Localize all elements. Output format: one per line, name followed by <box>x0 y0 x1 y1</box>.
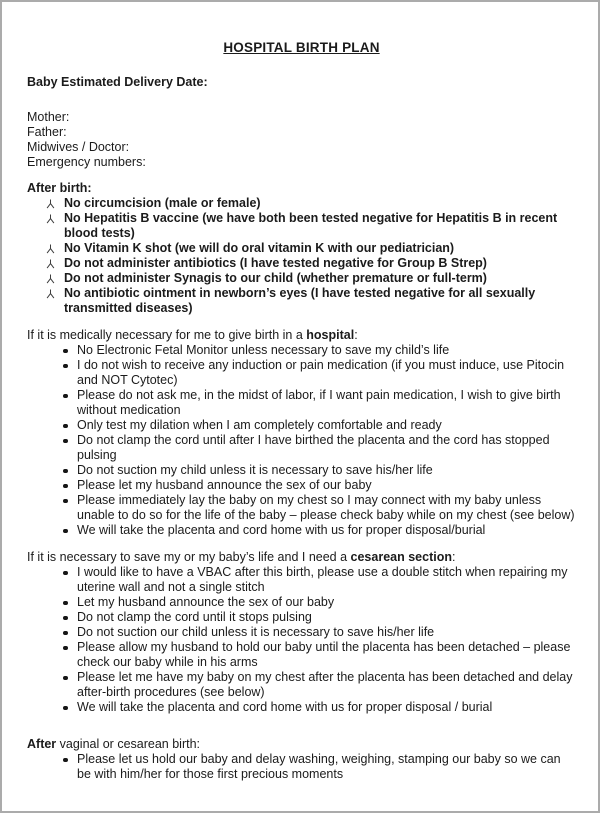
disc-bullet-icon <box>63 601 68 606</box>
disc-bullet-icon <box>63 499 68 504</box>
disc-bullet-icon <box>63 484 68 489</box>
field-emergency-numbers: Emergency numbers: <box>27 155 146 169</box>
section-hospital <box>27 328 576 538</box>
list-item: I do not wish to receive any induction or pain medication (if you must induce, use Pitocin and NOT Cytotec) <box>27 358 576 388</box>
disc-bullet-icon <box>63 676 68 681</box>
list-item: Do not clamp the cord until after I have birthed the placenta and the cord has stopped pulsing <box>27 433 576 463</box>
section-heading: If it is necessary to save my or my baby’s life and I need a cesarean section: <box>27 550 456 564</box>
delivery-date-label: Baby Estimated Delivery Date: <box>27 75 208 89</box>
after-any-birth-list <box>27 752 576 782</box>
field-mother: Mother: <box>27 110 70 124</box>
after-birth-list <box>27 196 576 316</box>
disc-bullet-icon <box>63 349 68 354</box>
contact-fields <box>27 110 576 170</box>
disc-bullet-icon <box>63 469 68 474</box>
list-item: Only test my dilation when I am completely comfortable and ready <box>27 418 576 433</box>
disc-bullet-icon <box>63 571 68 576</box>
disc-bullet-icon <box>63 631 68 636</box>
list-item: Please let me have my baby on my chest after the placenta has been detached and delay after-birth procedures (see below) <box>27 670 576 700</box>
list-item: Do not suction our child unless it is necessary to save his/her life <box>27 625 576 640</box>
section-after-any-birth <box>27 737 576 782</box>
list-item: Do not clamp the cord until it stops pulsing <box>27 610 576 625</box>
document-title: HOSPITAL BIRTH PLAN <box>223 40 380 55</box>
list-item: Please let my husband announce the sex of our baby <box>27 478 576 493</box>
disc-bullet-icon <box>63 424 68 429</box>
list-item: Let my husband announce the sex of our baby <box>27 595 576 610</box>
list-item: We will take the placenta and cord home with us for proper disposal/burial <box>27 523 576 538</box>
list-item: Do not administer Synagis to our child (whether premature or full-term) <box>27 271 576 286</box>
list-item: Do not suction my child unless it is necessary to save his/her life <box>27 463 576 478</box>
hospital-list <box>27 343 576 538</box>
disc-bullet-icon <box>63 758 68 763</box>
section-heading: After vaginal or cesarean birth: <box>27 737 201 751</box>
disc-bullet-icon <box>63 394 68 399</box>
disc-bullet-icon <box>63 364 68 369</box>
triangle-bullet-icon <box>46 213 55 228</box>
list-item: No circumcision (male or female) <box>27 196 576 211</box>
section-after-birth <box>27 181 576 316</box>
list-item: Do not administer antibiotics (I have tested negative for Group B Strep) <box>27 256 576 271</box>
disc-bullet-icon <box>63 706 68 711</box>
cesarean-list <box>27 565 576 715</box>
field-midwives-doctor: Midwives / Doctor: <box>27 140 130 154</box>
list-item: Please allow my husband to hold our baby until the placenta has been detached – please check our baby while in his arms <box>27 640 576 670</box>
list-item: We will take the placenta and cord home with us for proper disposal / burial <box>27 700 576 715</box>
list-item: No Vitamin K shot (we will do oral vitamin K with our pediatrician) <box>27 241 576 256</box>
field-father: Father: <box>27 125 67 139</box>
disc-bullet-icon <box>63 646 68 651</box>
section-heading: After birth: <box>27 181 92 195</box>
list-item: No Electronic Fetal Monitor unless necessary to save my child’s life <box>27 343 576 358</box>
list-item: Please do not ask me, in the midst of labor, if I want pain medication, I wish to give birth without medication <box>27 388 576 418</box>
disc-bullet-icon <box>63 616 68 621</box>
section-heading: If it is medically necessary for me to give birth in a hospital: <box>27 328 358 342</box>
disc-bullet-icon <box>63 529 68 534</box>
list-item: No Hepatitis B vaccine (we have both been tested negative for Hepatitis B in recent blood tests) <box>27 211 576 241</box>
triangle-bullet-icon <box>46 288 55 303</box>
list-item: No antibiotic ointment in newborn’s eyes (I have tested negative for all sexually transmitted diseases) <box>27 286 576 316</box>
list-item: I would like to have a VBAC after this birth, please use a double stitch when repairing my uterine wall and not a single stitch <box>27 565 576 595</box>
disc-bullet-icon <box>63 439 68 444</box>
list-item: Please immediately lay the baby on my chest so I may connect with my baby unless unable to do so for the life of the baby – please check baby while on my chest (see below) <box>27 493 576 523</box>
section-cesarean <box>27 550 576 715</box>
list-item: Please let us hold our baby and delay washing, weighing, stamping our baby so we can be with him/her for those first precious moments <box>27 752 576 782</box>
